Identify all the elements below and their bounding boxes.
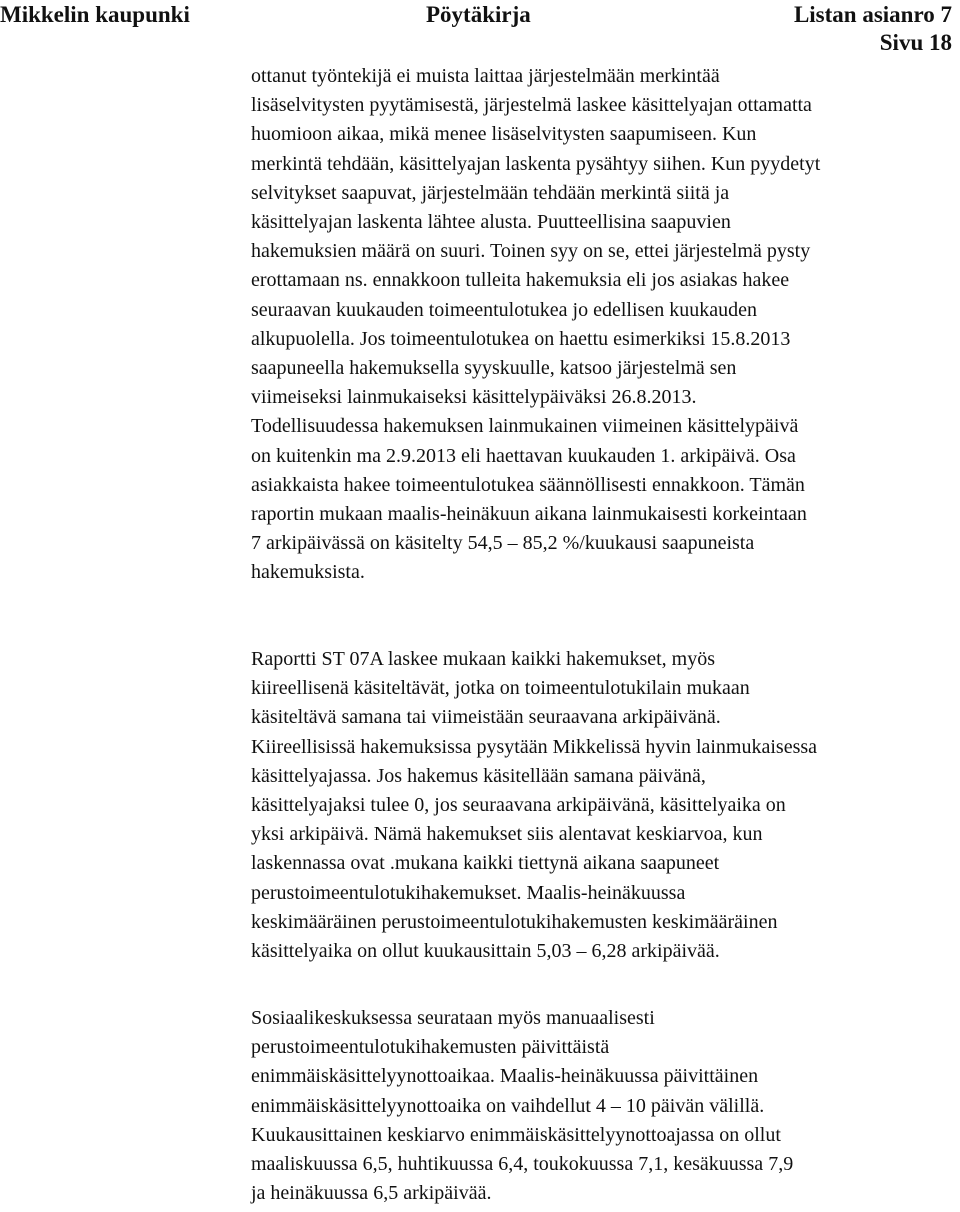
text-line: asiakkaista hakee toimeentulotukea säännöllisesti ennakkoon. Tämän [251,473,805,496]
text-line: seuraavan kuukauden toimeentulotukea jo edellisen kuukauden [251,298,757,321]
document-type: Pöytäkirja [426,2,531,27]
text-line: on kuitenkin ma 2.9.2013 eli haettavan kuukauden 1. arkipäivä. Osa [251,444,796,467]
text-line: selvitykset saapuvat, järjestelmään tehdään merkintä siitä ja [251,181,730,204]
text-line: laskennassa ovat .mukana kaikki tiettynä aikana saapuneet [251,852,720,875]
text-line: hakemuksien määrä on suuri. Toinen syy on se, ettei järjestelmä pysty [251,240,811,263]
text-line: Todellisuudessa hakemuksen lainmukainen viimeinen käsittelypäivä [251,415,799,438]
text-line: ja heinäkuussa 6,5 arkipäivää. [251,1182,492,1205]
text-line: yksi arkipäivä. Nämä hakemukset siis alentavat keskiarvoa, kun [251,823,763,846]
text-line: käsittelyajassa. Jos hakemus käsitellään samana päivänä, [251,764,706,787]
paragraph-1 [251,62,951,588]
text-line: merkintä tehdään, käsittelyajan laskenta pysähtyy siihen. Kun pyydetyt [251,152,821,175]
page-number: Sivu 18 [879,30,952,55]
text-line: maaliskuussa 6,5, huhtikuussa 6,4, toukokuussa 7,1, kesäkuussa 7,9 [251,1153,794,1176]
text-line: käsittelyajaksi tulee 0, jos seuraavana arkipäivänä, käsittelyaika on [251,794,786,817]
text-line: lisäselvitysten pyytämisestä, järjestelmä laskee käsittelyajan ottamatta [251,94,812,117]
text-line: käsiteltävä samana tai viimeistään seuraavana arkipäivänä. [251,706,721,729]
text-line: Sosiaalikeskuksessa seurataan myös manuaalisesti [251,1007,655,1029]
text-line: perustoimeentulotukihakemukset. Maalis-heinäkuussa [251,881,686,904]
text-line: huomioon aikaa, mikä menee lisäselvitysten saapumiseen. Kun [251,123,757,146]
text-line: erottamaan ns. ennakkoon tulleita hakemuksia eli jos asiakas hakee [251,269,790,292]
text-line: perustoimeentulotukihakemusten päivittäistä [251,1036,610,1059]
text-line: saapuneella hakemuksella syyskuulle, katsoo järjestelmä sen [251,357,737,380]
text-line: enimmäiskäsittelyynottoaika on vaihdellut 4 – 10 päivän välillä. [251,1094,765,1117]
text-line: hakemuksista. [251,561,365,584]
text-line: viimeiseksi lainmukaiseksi käsittelypäiväksi 26.8.2013. [251,386,697,409]
text-line: käsittelyajan laskenta lähtee alusta. Puutteellisina saapuvien [251,211,731,234]
item-number: Listan asianro 7 [793,2,952,27]
text-line: Raportti ST 07A laskee mukaan kaikki hakemukset, myös [251,648,716,670]
text-line: raportin mukaan maalis-heinäkuun aikana lainmukaisesti korkeintaan [251,503,807,526]
organization-name: Mikkelin kaupunki [0,2,190,27]
text-line: käsittelyaika on ollut kuukausittain 5,03 – 6,28 arkipäivää. [251,940,720,963]
text-line: ottanut työntekijä ei muista laittaa järjestelmään merkintää [251,65,720,87]
text-line: kiireellisenä käsiteltävät, jotka on toimeentulotukilain mukaan [251,677,750,700]
text-line: 7 arkipäivässä on käsitelty 54,5 – 85,2 %/kuukausi saapuneista [251,532,755,555]
text-line: enimmäiskäsittelyynottoaikaa. Maalis-heinäkuussa päivittäinen [251,1065,759,1088]
paragraph-3 [251,1004,951,1208]
text-line: keskimääräinen perustoimeentulotukihakemusten keskimääräinen [251,910,778,933]
text-line: Kuukausittainen keskiarvo enimmäiskäsittelyynottoajassa on ollut [251,1123,781,1146]
page-header [0,0,960,60]
text-line: alkupuolella. Jos toimeentulotukea on haettu esimerkiksi 15.8.2013 [251,327,791,350]
text-line: Kiireellisissä hakemuksissa pysytään Mikkelissä hyvin lainmukaisessa [251,735,818,758]
paragraph-2 [251,645,951,966]
